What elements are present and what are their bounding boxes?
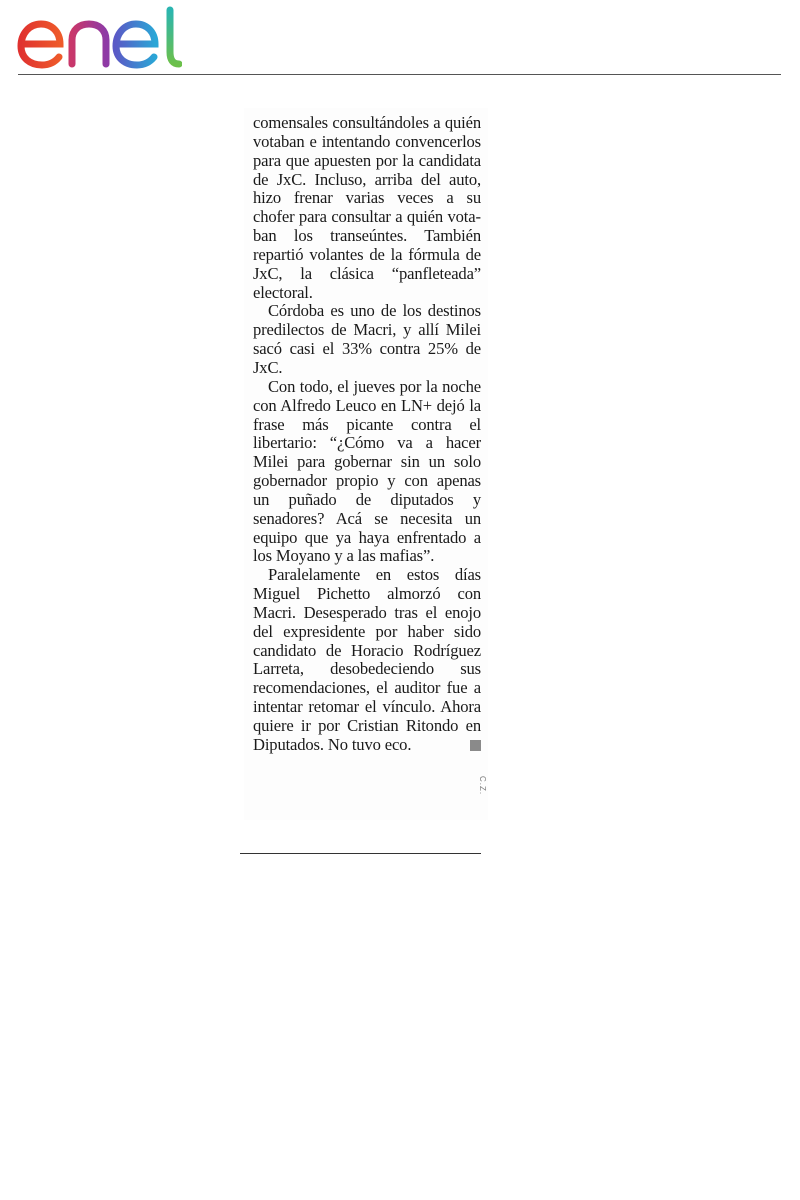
photo-credit: C.Z. (478, 776, 487, 796)
article-paragraph-3: Con todo, el jueves por la noche con Alfredo Leuco en LN+ dejó la frase más picante contra el libertario: “¿Cómo va a hacer Milei para gobernar sin un solo gobernador propio y con apenas un puñado de diputados y senadores? Acá se necesita un equipo que ya haya enfrentado a los Moyano y a las mafias”. (253, 376, 481, 566)
article-paragraph-2: Córdoba es uno de los destinos predilectos de Macri, y allí Milei sacó casi el 33% contra 25% de JxC. (253, 301, 481, 377)
footer-divider (240, 853, 481, 854)
article-column (253, 114, 481, 755)
end-of-article-icon (470, 740, 481, 751)
header-divider (18, 74, 781, 75)
article-paragraph-4-text: Paralelamente en estos días Miguel Pichetto almorzó con Macri. Desesperado tras el enojo del expresidente por haber sido candidato de Horacio Rodríguez Larreta, desobedeciendo sus recomendaciones, el auditor fue a intentar retomar el vínculo. Ahora quiere ir por Cristian Ritondo en Diputados. No tuvo eco. (253, 565, 481, 754)
enel-logo (14, 4, 182, 70)
article-paragraph-4 (253, 566, 481, 754)
article-paragraph-1: comensales consultándoles a quién votaban e intentando convencerlos para que apuesten por la candidata de JxC. Incluso, arriba del auto, hizo frenar varias veces a su chofer para consultar a quién votaban los transeúntes. También repartió volantes de la fórmula de JxC, la clásica “panfleteada” electoral. (253, 113, 481, 302)
